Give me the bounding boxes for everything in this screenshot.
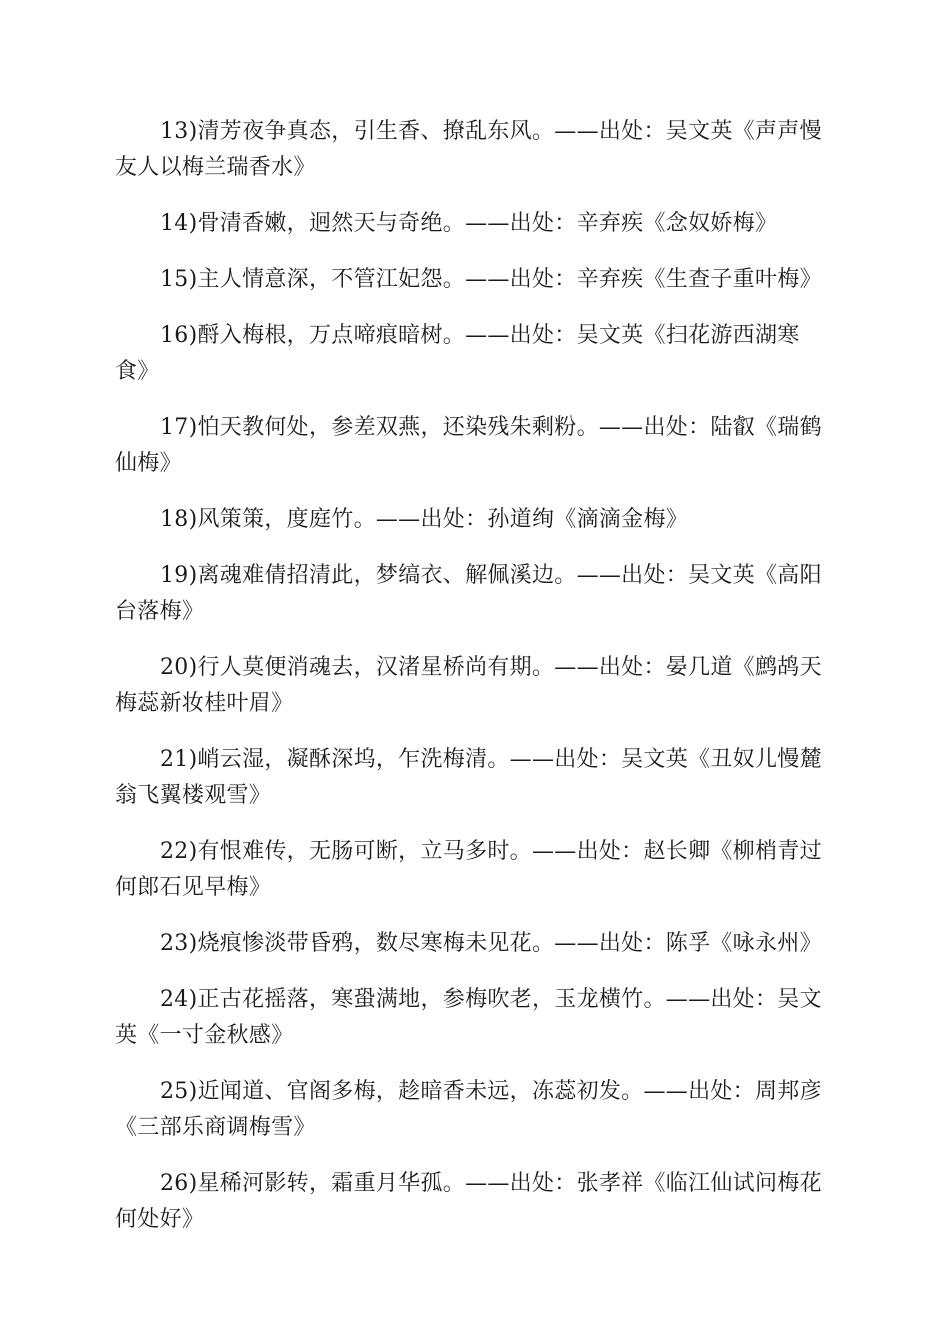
poem-entry-23: 23)烧痕惨淡带昏鸦，数尽寒梅未见花。——出处：陈孚《咏永州》 [160, 931, 822, 956]
poem-entry-17: 17)怕天教何处，参差双燕，还染残朱剩粉。——出处：陆叡《瑞鹤仙梅》 [115, 415, 822, 476]
poem-entry-19: 19)离魂难倩招清此，梦缟衣、解佩溪边。——出处：吴文英《高阳台落梅》 [115, 563, 822, 624]
poem-entry-15: 15)主人情意深，不管江妃怨。——出处：辛弃疾《生查子重叶梅》 [160, 267, 822, 292]
poem-entry-22: 22)有恨难传，无肠可断，立马多时。——出处：赵长卿《柳梢青过何郎石见早梅》 [115, 839, 822, 900]
document-body [115, 114, 825, 1258]
poem-entry-25: 25)近闻道、官阁多梅，趁暗香未远，冻蕊初发。——出处：周邦彦《三部乐商调梅雪》 [115, 1079, 822, 1140]
poem-entry-14: 14)骨清香嫩，迥然天与奇绝。——出处：辛弃疾《念奴娇梅》 [160, 211, 778, 236]
poem-entry-21: 21)峭云湿，凝酥深坞，乍洗梅清。——出处：吴文英《丑奴儿慢麓翁飞翼楼观雪》 [115, 747, 822, 808]
poem-entry-13: 13)清芳夜争真态，引生香、撩乱东风。——出处：吴文英《声声慢友人以梅兰瑞香水》 [115, 119, 822, 180]
poem-entry-16: 16)酹入梅根，万点啼痕暗树。——出处：吴文英《扫花游西湖寒食》 [115, 323, 800, 384]
poem-entry-18: 18)风策策，度庭竹。——出处：孙道绚《滴滴金梅》 [160, 507, 689, 532]
poem-entry-24: 24)正古花摇落，寒蛩满地，参梅吹老，玉龙横竹。——出处：吴文英《一寸金秋感》 [115, 987, 822, 1048]
poem-entry-20: 20)行人莫便消魂去，汉渚星桥尚有期。——出处：晏几道《鹧鸪天梅蕊新妆桂叶眉》 [115, 655, 822, 716]
poem-entry-26: 26)星稀河影转，霜重月华孤。——出处：张孝祥《临江仙试问梅花何处好》 [115, 1171, 822, 1232]
